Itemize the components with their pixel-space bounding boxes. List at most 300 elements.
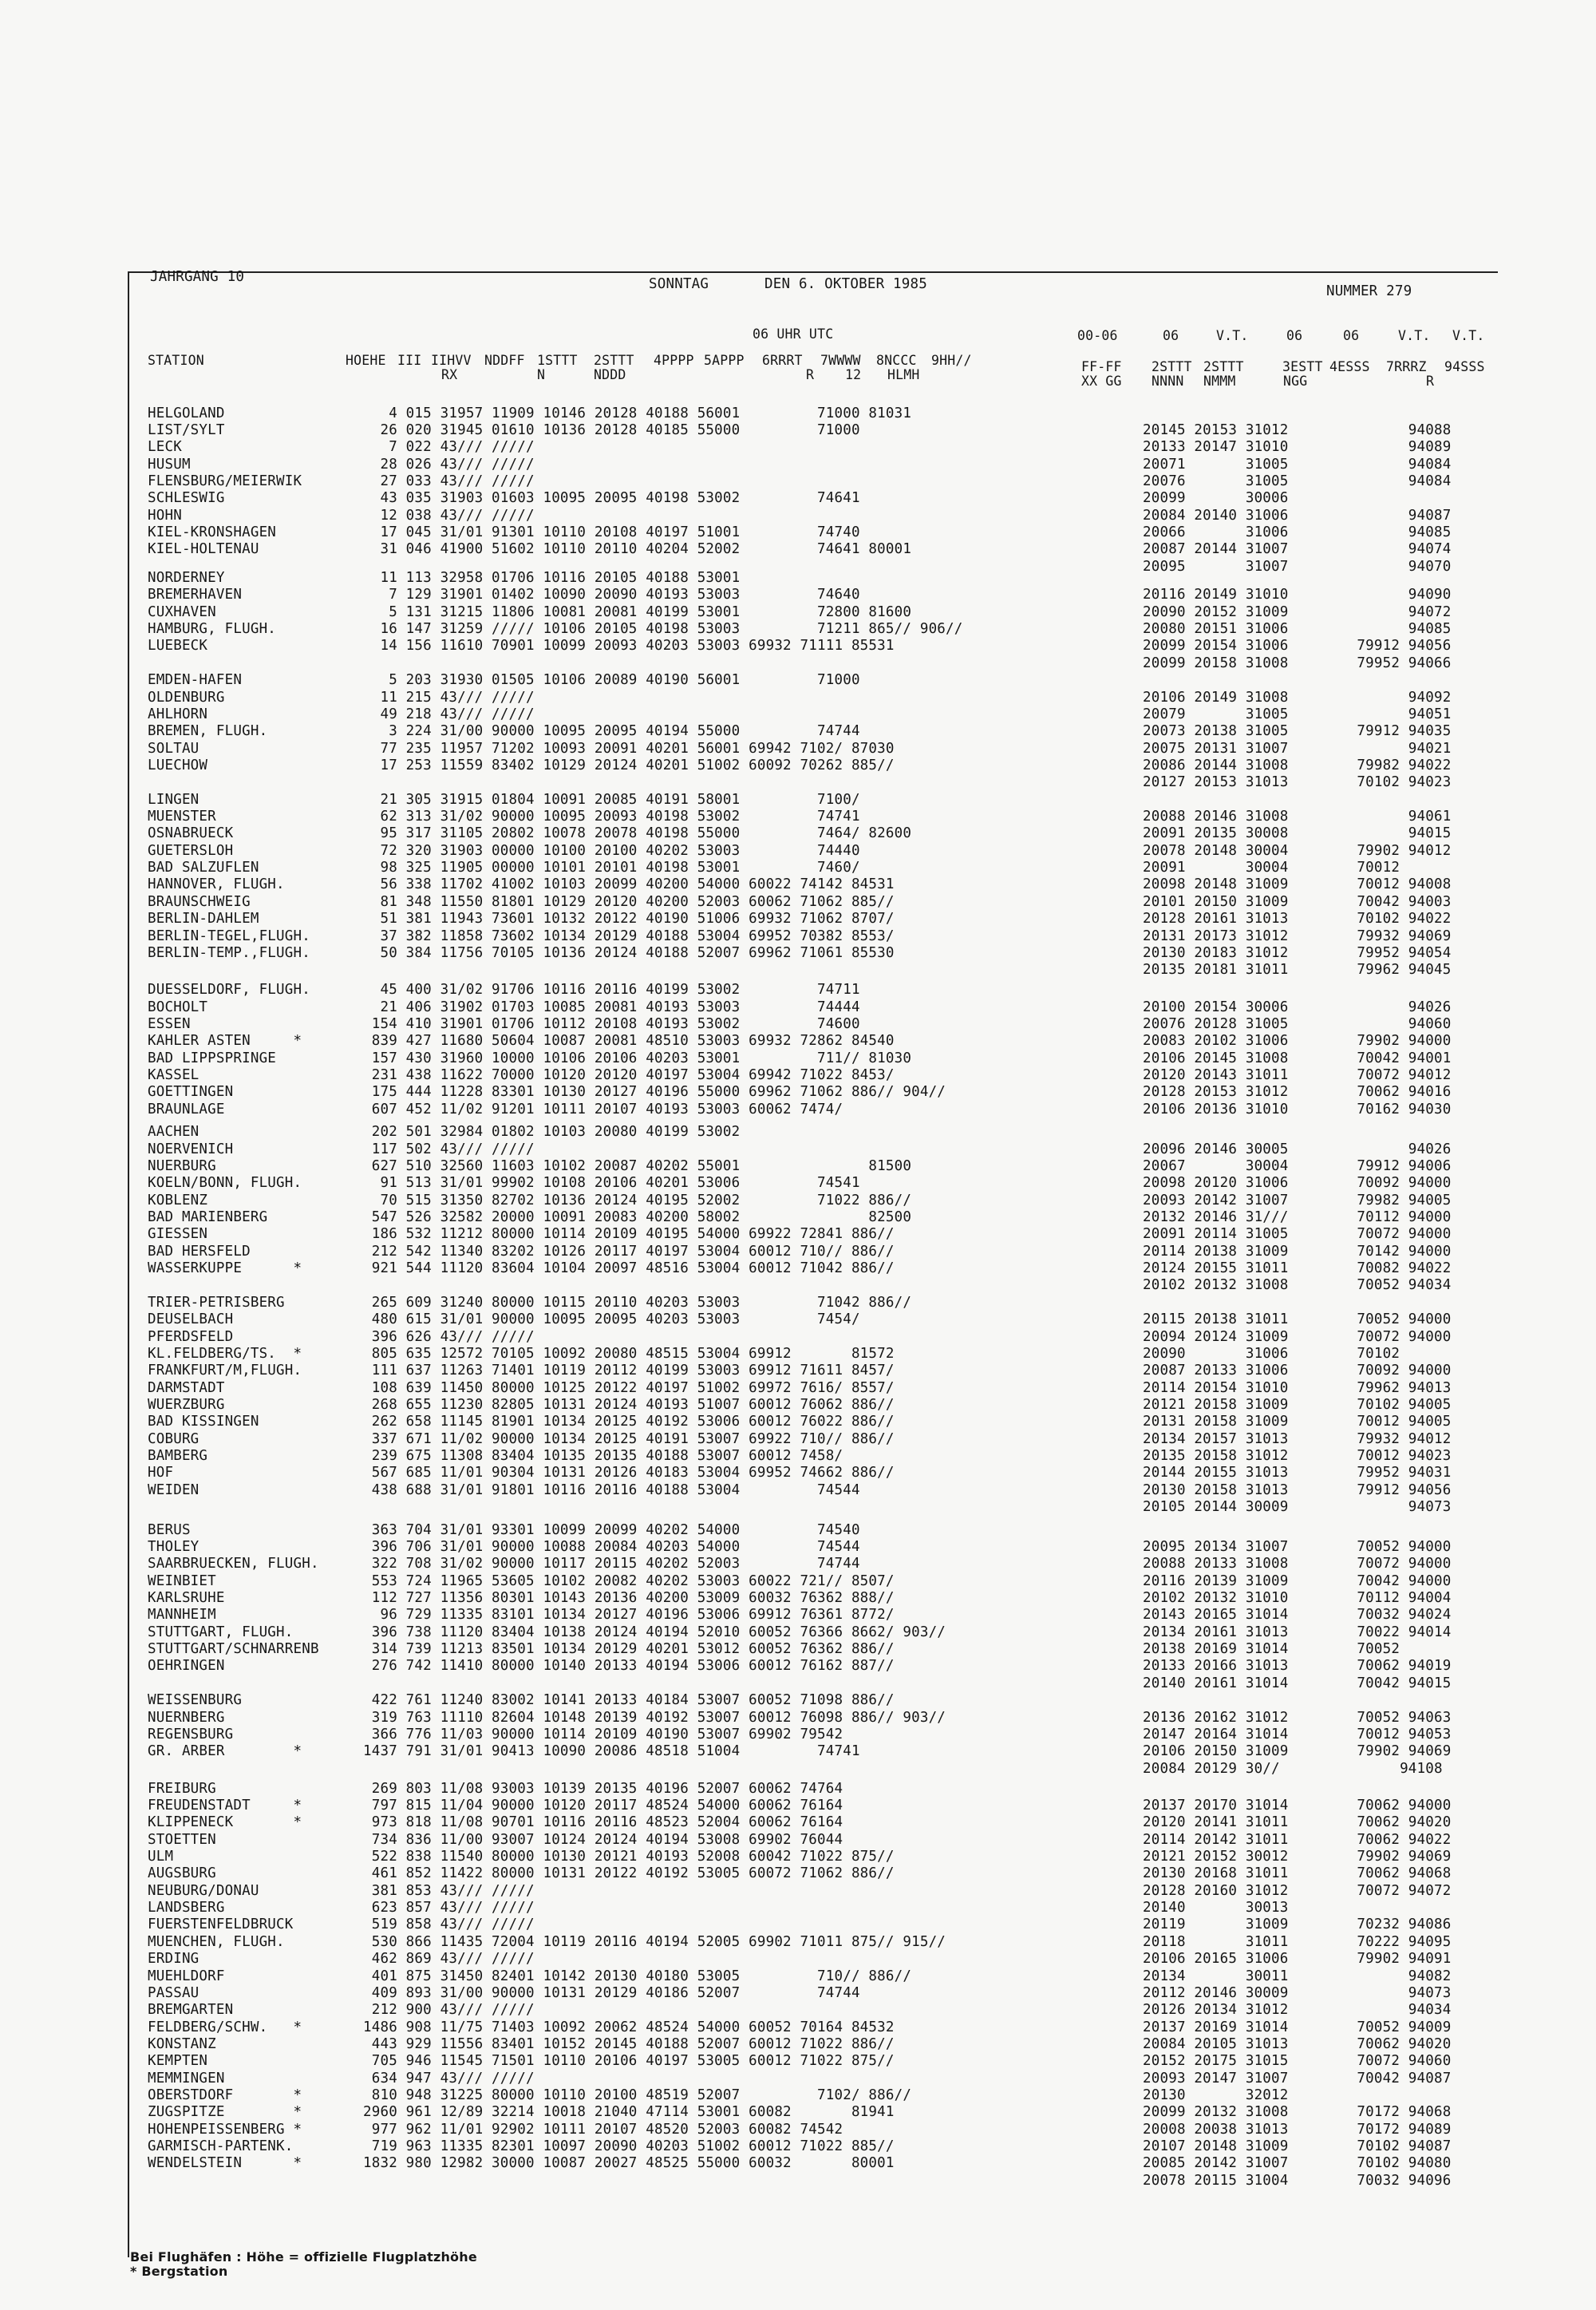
extended-groups: 20078 20115 31004 70032 94096 (1143, 2173, 1452, 2189)
station-name: OSNABRUECK (148, 825, 234, 841)
main-observation-groups: 921 544 11120 83604 10104 20097 48516 53004 60012 71042 886// (363, 1260, 895, 1276)
weekday-label: SONNTAG (649, 276, 709, 292)
col-nddff: NDDFF (484, 353, 525, 368)
group-vt-3: V.T. (1452, 328, 1485, 343)
main-observation-groups: 70 515 31350 82702 10136 20124 40195 52002 71022 886// (363, 1193, 912, 1208)
main-observation-groups: 381 853 43/// ///// (363, 1883, 535, 1899)
station-name: MANNHEIM (148, 1607, 216, 1623)
extended-groups: 20091 20135 30008 94015 (1143, 825, 1452, 841)
extended-groups: 20124 20155 31011 70082 94022 (1143, 1260, 1452, 1276)
station-name: BRAUNLAGE (148, 1102, 225, 1117)
extended-groups: 20130 20183 31012 79952 94054 (1143, 945, 1452, 961)
station-name: WEISSENBURG (148, 1692, 243, 1708)
main-observation-groups: 96 729 11335 83101 10134 20127 40196 53006 69912 76361 8772/ (363, 1607, 895, 1623)
main-observation-groups: 322 708 31/02 90000 10117 20115 40202 52003 74744 (363, 1556, 860, 1572)
main-observation-groups: 21 406 31902 01703 10085 20081 40193 53003 74444 (363, 999, 860, 1015)
col-hoehe: HOEHE (346, 353, 386, 368)
extended-groups: 20152 20175 31015 70072 94060 (1143, 2053, 1452, 2069)
extended-groups: 20086 20144 31008 79982 94022 (1143, 757, 1452, 773)
main-observation-groups: 422 761 11240 83002 10141 20133 40184 53007 60052 71098 886// (363, 1692, 895, 1708)
extended-groups: 20106 20145 31008 70042 94001 (1143, 1050, 1452, 1066)
footnote-mountain-station: * Bergstation (130, 2264, 228, 2279)
station-name: FREIBURG (148, 1781, 216, 1797)
extended-groups: 20090 31006 70102 (1143, 1346, 1400, 1362)
extended-groups: 20143 20165 31014 70032 94024 (1143, 1607, 1452, 1623)
main-observation-groups: 262 658 11145 81901 10134 20125 40192 53006 60012 76022 886// (363, 1414, 895, 1430)
main-observation-groups: 1832 980 12982 30000 10087 20027 48525 55000 60032 80001 (363, 2155, 895, 2171)
station-name: BOCHOLT (148, 999, 208, 1015)
station-name: STUTTGART/SCHNARRENB (148, 1641, 319, 1657)
main-observation-groups: 108 639 11450 80000 10125 20122 40197 51002 69972 7616/ 8557/ (363, 1380, 895, 1396)
main-observation-groups: 51 381 11943 73601 10132 20122 40190 51006 69932 71062 8707/ (363, 911, 895, 927)
main-observation-groups: 27 033 43/// ///// (363, 473, 535, 489)
col-2sttt-c: 2STTT (1203, 359, 1244, 374)
extended-groups: 20073 20138 31005 79912 94035 (1143, 723, 1452, 739)
main-observation-groups: 62 313 31/02 90000 10095 20093 40198 53002 74741 (363, 809, 860, 825)
station-name: FELDBERG/SCHW. * (148, 2019, 302, 2035)
col-5appp: 5APPP (704, 353, 745, 368)
main-observation-groups: 634 947 43/// ///// (363, 2071, 535, 2087)
main-observation-groups: 14 156 11610 70901 10099 20093 40203 53003 69932 71111 85531 (363, 638, 895, 654)
station-name: ERDING (148, 1951, 200, 1967)
extended-groups: 20071 31005 94084 (1143, 457, 1452, 473)
extended-groups: 20102 20132 31010 70112 94004 (1143, 1590, 1452, 1606)
col-iihvv: IIHVV (431, 353, 472, 368)
main-observation-groups: 409 893 31/00 90000 10131 20129 40186 52007 74744 (363, 1985, 860, 2001)
extended-groups: 20138 20169 31014 70052 (1143, 1641, 1400, 1657)
station-name: AUGSBURG (148, 1865, 216, 1881)
extended-groups: 20119 31009 70232 94086 (1143, 1916, 1452, 1932)
station-name: BAD KISSINGEN (148, 1414, 259, 1430)
main-observation-groups: 72 320 31903 00000 10100 20100 40202 53003 74440 (363, 843, 860, 859)
station-name: KIEL-HOLTENAU (148, 541, 259, 557)
extended-groups: 20116 20149 31010 94090 (1143, 587, 1452, 603)
main-observation-groups: 95 317 31105 20802 10078 20078 40198 55000 7464/ 82600 (363, 825, 912, 841)
col-nddd: NDDD (594, 367, 626, 382)
col-1sttt: 1STTT (537, 353, 578, 368)
col-12: 12 (845, 367, 862, 382)
station-name: CUXHAVEN (148, 604, 216, 620)
extended-groups: 20100 20154 30006 94026 (1143, 999, 1452, 1015)
extended-groups: 20096 20146 30005 94026 (1143, 1141, 1452, 1157)
station-name: MUENCHEN, FLUGH. (148, 1934, 285, 1950)
col-xx-gg: XX GG (1081, 374, 1122, 389)
extended-groups: 20099 20154 31006 79912 94056 (1143, 638, 1452, 654)
extended-groups: 20115 20138 31011 70052 94000 (1143, 1311, 1452, 1327)
main-observation-groups: 522 838 11540 80000 10130 20121 40193 52008 60042 71022 875// (363, 1849, 895, 1865)
col-rx: RX (441, 367, 458, 382)
main-observation-groups: 337 671 11/02 90000 10134 20125 40191 53007 69922 710// 886// (363, 1431, 895, 1447)
station-name: SCHLESWIG (148, 490, 225, 506)
station-name: BAD HERSFELD (148, 1244, 251, 1260)
col-2sttt-b: 2STTT (1152, 359, 1192, 374)
col-ff-ff: FF-FF (1081, 359, 1122, 374)
extended-groups: 20093 20142 31007 79982 94005 (1143, 1193, 1452, 1208)
main-observation-groups: 11 215 43/// ///// (363, 690, 535, 706)
main-observation-groups: 438 688 31/01 91801 10116 20116 40188 53004 74544 (363, 1482, 860, 1498)
station-name: NOERVENICH (148, 1141, 234, 1157)
extended-groups: 20098 20148 31009 70012 94008 (1143, 876, 1452, 892)
main-observation-groups: 12 038 43/// ///// (363, 508, 535, 524)
main-observation-groups: 154 410 31901 01706 10112 20108 40193 53002 74600 (363, 1016, 860, 1032)
extended-groups: 20099 20158 31008 79952 94066 (1143, 655, 1452, 671)
main-observation-groups: 805 635 12572 70105 10092 20080 48515 53004 69912 81572 (363, 1346, 895, 1362)
extended-groups: 20078 20148 30004 79902 94012 (1143, 843, 1452, 859)
main-observation-groups: 269 803 11/08 93003 10139 20135 40196 52007 60062 74764 (363, 1781, 843, 1797)
col-2sttt: 2STTT (594, 353, 634, 368)
station-name: REGENSBURG (148, 1727, 234, 1742)
station-name: FUERSTENFELDBRUCK (148, 1916, 294, 1932)
extended-groups: 20130 20168 31011 70062 94068 (1143, 1865, 1452, 1881)
extended-groups: 20107 20148 31009 70102 94087 (1143, 2138, 1452, 2154)
extended-groups: 20079 31005 94051 (1143, 706, 1452, 722)
station-name: ESSEN (148, 1016, 191, 1032)
col-9hh: 9HH// (931, 353, 972, 368)
main-observation-groups: 627 510 32560 11603 10102 20087 40202 55001 81500 (363, 1158, 912, 1174)
main-observation-groups: 17 045 31/01 91301 10110 20108 40197 51001 74740 (363, 524, 860, 540)
main-observation-groups: 21 305 31915 01804 10091 20085 40191 58001 7100/ (363, 792, 860, 808)
group-vt-2: V.T. (1398, 328, 1431, 343)
station-name: PFERDSFELD (148, 1329, 234, 1345)
extended-groups: 20106 20136 31010 70162 94030 (1143, 1102, 1452, 1117)
volume-label: JAHRGANG 10 (150, 269, 245, 285)
extended-groups: 20145 20153 31012 94088 (1143, 422, 1452, 438)
col-7rrrz: 7RRRZ (1386, 359, 1427, 374)
station-name: BAD MARIENBERG (148, 1209, 268, 1225)
main-observation-groups: 443 929 11556 83401 10152 20145 40188 52007 60012 71022 886// (363, 2036, 895, 2052)
main-observation-groups: 396 738 11120 83404 10138 20124 40194 52010 60052 76366 8662/ 903// (363, 1624, 946, 1640)
main-observation-groups: 797 815 11/04 90000 10120 20117 48524 54000 60062 76164 (363, 1798, 843, 1814)
issue-number: NUMMER 279 (1326, 283, 1412, 299)
extended-groups: 20106 20150 31009 79902 94069 (1143, 1743, 1452, 1759)
extended-groups: 20091 20114 31005 70072 94000 (1143, 1226, 1452, 1242)
station-name: MEMMINGEN (148, 2071, 225, 2087)
col-4esss: 4ESSS (1329, 359, 1370, 374)
extended-groups: 20120 20143 31011 70072 94012 (1143, 1067, 1452, 1083)
extended-groups: 20116 20139 31009 70042 94000 (1143, 1573, 1452, 1589)
extended-groups: 20088 20146 31008 94061 (1143, 809, 1452, 825)
group-06-a: 06 (1163, 328, 1179, 343)
extended-groups: 20128 20153 31012 70062 94016 (1143, 1084, 1452, 1100)
extended-groups: 20133 20166 31013 70062 94019 (1143, 1658, 1452, 1674)
station-name: SAARBRUECKEN, FLUGH. (148, 1556, 319, 1572)
station-name: BERLIN-DAHLEM (148, 911, 259, 927)
extended-groups: 20121 20158 31009 70102 94005 (1143, 1397, 1452, 1413)
group-vt-1: V.T. (1216, 328, 1249, 343)
main-observation-groups: 319 763 11110 82604 10148 20139 40192 53007 60012 76098 886// 903// (363, 1710, 946, 1726)
extended-groups: 20085 20142 31007 70102 94080 (1143, 2155, 1452, 2171)
main-observation-groups: 112 727 11356 80301 10143 20136 40200 53009 60032 76362 888// (363, 1590, 895, 1606)
station-name: HOF (148, 1465, 174, 1481)
station-name: FREUDENSTADT * (148, 1798, 302, 1814)
extended-groups: 20133 20147 31010 94089 (1143, 439, 1452, 455)
main-observation-groups: 17 253 11559 83402 10129 20124 40201 51002 60092 70262 885// (363, 757, 895, 773)
station-name: NUERBURG (148, 1158, 216, 1174)
extended-groups: 20102 20132 31008 70052 94034 (1143, 1277, 1452, 1293)
extended-groups: 20066 31006 94085 (1143, 524, 1452, 540)
station-name: KARLSRUHE (148, 1590, 225, 1606)
main-observation-groups: 49 218 43/// ///// (363, 706, 535, 722)
extended-groups: 20088 20133 31008 70072 94000 (1143, 1556, 1452, 1572)
extended-groups: 20095 31007 94070 (1143, 559, 1452, 575)
extended-groups: 20084 20129 30// 94108 (1143, 1761, 1443, 1777)
station-name: GR. ARBER * (148, 1743, 302, 1759)
station-name: BREMGARTEN (148, 2002, 234, 2018)
main-observation-groups: 45 400 31/02 91706 10116 20116 40199 53002 74711 (363, 982, 860, 998)
extended-groups: 20008 20038 31013 70172 94089 (1143, 2122, 1452, 2138)
main-observation-groups: 98 325 11905 00000 10101 20101 40198 53001 7460/ (363, 860, 860, 876)
extended-groups: 20118 31011 70222 94095 (1143, 1934, 1452, 1950)
station-name: HOHENPEISSENBERG * (148, 2122, 302, 2138)
extended-groups: 20112 20146 30009 94073 (1143, 1985, 1452, 2001)
station-name: SOLTAU (148, 741, 200, 757)
main-observation-groups: 401 875 31450 82401 10142 20130 40180 53005 710// 886// (363, 1968, 912, 1984)
main-observation-groups: 186 532 11212 80000 10114 20109 40195 54000 69922 72841 886// (363, 1226, 895, 1242)
main-observation-groups: 175 444 11228 83301 10130 20127 40196 55000 69962 71062 886// 904// (363, 1084, 946, 1100)
extended-groups: 20128 20161 31013 70102 94022 (1143, 911, 1452, 927)
station-name: STUTTGART, FLUGH. (148, 1624, 294, 1640)
main-observation-groups: 973 818 11/08 90701 10116 20116 48523 52004 60062 76164 (363, 1814, 843, 1830)
main-observation-groups: 519 858 43/// ///// (363, 1916, 535, 1932)
main-observation-groups: 1486 908 11/75 71403 10092 20062 48524 54000 60052 70164 84532 (363, 2019, 895, 2035)
col-7wwww: 7WWWW (820, 353, 861, 368)
extended-groups: 20131 20158 31009 70012 94005 (1143, 1414, 1452, 1430)
station-name: AHLHORN (148, 706, 208, 722)
station-name: DEUSELBACH (148, 1311, 234, 1327)
station-name: BAD LIPPSPRINGE (148, 1050, 277, 1066)
extended-groups: 20099 30006 (1143, 490, 1289, 506)
extended-groups: 20106 20149 31008 94092 (1143, 690, 1452, 706)
main-observation-groups: 396 626 43/// ///// (363, 1329, 535, 1345)
col-r: R (806, 367, 815, 382)
footnote-airports: Bei Flughäfen : Höhe = offizielle Flugplatzhöhe (130, 2249, 477, 2265)
main-observation-groups: 366 776 11/03 90000 10114 20109 40190 53007 69902 79542 (363, 1727, 843, 1742)
station-name: LECK (148, 439, 182, 455)
main-observation-groups: 2960 961 12/89 32214 10018 21040 47114 53001 60082 81941 (363, 2104, 895, 2120)
main-observation-groups: 268 655 11230 82805 10131 20124 40193 51007 60012 76062 886// (363, 1397, 895, 1413)
station-name: DUESSELDORF, FLUGH. (148, 982, 310, 998)
main-observation-groups: 5 203 31930 01505 10106 20089 40190 56001 71000 (363, 672, 860, 688)
extended-groups: 20098 20120 31006 70092 94000 (1143, 1175, 1452, 1191)
col-ngg: NGG (1283, 374, 1308, 389)
extended-groups: 20093 20147 31007 70042 94087 (1143, 2071, 1452, 2087)
station-heading: STATION (148, 353, 204, 368)
col-r-b: R (1426, 374, 1435, 389)
group-06-b: 06 (1286, 328, 1303, 343)
main-observation-groups: 231 438 11622 70000 10120 20120 40197 53004 69942 71022 8453/ (363, 1067, 895, 1083)
station-name: EMDEN-HAFEN (148, 672, 243, 688)
extended-groups: 20134 20161 31013 70022 94014 (1143, 1624, 1452, 1640)
main-observation-groups: 839 427 11680 50604 10087 20081 48510 53003 69932 72862 84540 (363, 1033, 895, 1049)
main-observation-groups: 567 685 11/01 90304 10131 20126 40183 53004 69952 74662 886// (363, 1465, 895, 1481)
col-8nccc: 8NCCC (876, 353, 917, 368)
station-name: HOHN (148, 508, 182, 524)
station-name: KAHLER ASTEN * (148, 1033, 302, 1049)
extended-groups: 20147 20164 31014 70012 94053 (1143, 1727, 1452, 1742)
main-observation-groups: 11 113 32958 01706 10116 20105 40188 53001 (363, 570, 741, 586)
station-name: WASSERKUPPE * (148, 1260, 302, 1276)
station-name: BAMBERG (148, 1448, 208, 1464)
main-observation-groups: 461 852 11422 80000 10131 20122 40192 53005 60072 71062 886// (363, 1865, 895, 1881)
observation-time-heading: 06 UHR UTC (753, 326, 834, 342)
extended-groups: 20083 20102 31006 79902 94000 (1143, 1033, 1452, 1049)
station-name: MUENSTER (148, 809, 216, 825)
col-iii: III (397, 353, 422, 368)
station-name: BERUS (148, 1522, 191, 1538)
station-name: LIST/SYLT (148, 422, 225, 438)
station-name: HELGOLAND (148, 405, 225, 421)
main-observation-groups: 5 131 31215 11806 10081 20081 40199 53001 72800 81600 (363, 604, 912, 620)
extended-groups: 20087 20144 31007 94074 (1143, 541, 1452, 557)
extended-groups: 20094 20124 31009 70072 94000 (1143, 1329, 1452, 1345)
station-name: BREMERHAVEN (148, 587, 243, 603)
station-name: ULM (148, 1849, 174, 1865)
extended-groups: 20084 20105 31013 70062 94020 (1143, 2036, 1452, 2052)
main-observation-groups: 7 129 31901 01402 10090 20090 40193 53003 74640 (363, 587, 860, 603)
station-name: BERLIN-TEMP.,FLUGH. (148, 945, 310, 961)
extended-groups: 20134 30011 94082 (1143, 1968, 1452, 1984)
station-name: TRIER-PETRISBERG (148, 1295, 285, 1311)
station-name: FRANKFURT/M,FLUGH. (148, 1363, 302, 1378)
extended-groups: 20114 20138 31009 70142 94000 (1143, 1244, 1452, 1260)
main-observation-groups: 117 502 43/// ///// (363, 1141, 535, 1157)
extended-groups: 20105 20144 30009 94073 (1143, 1499, 1452, 1515)
station-name: GOETTINGEN (148, 1084, 234, 1100)
main-observation-groups: 623 857 43/// ///// (363, 1900, 535, 1916)
extended-groups: 20121 20152 30012 79902 94069 (1143, 1849, 1452, 1865)
main-observation-groups: 56 338 11702 41002 10103 20099 40200 54000 60022 74142 84531 (363, 876, 895, 892)
col-3estt: 3ESTT (1282, 359, 1323, 374)
station-name: KASSEL (148, 1067, 200, 1083)
col-hlmh: HLMH (887, 367, 920, 382)
col-6rrrt: 6RRRT (762, 353, 803, 368)
extended-groups: 20067 30004 79912 94006 (1143, 1158, 1452, 1174)
station-name: AACHEN (148, 1124, 200, 1140)
col-nnnn: NNNN (1152, 374, 1184, 389)
extended-groups: 20134 20157 31013 79932 94012 (1143, 1431, 1452, 1447)
station-name: WENDELSTEIN * (148, 2155, 302, 2171)
main-observation-groups: 50 384 11756 70105 10136 20124 40188 52007 69962 71061 85530 (363, 945, 895, 961)
main-observation-groups: 3 224 31/00 90000 10095 20095 40194 55000 74744 (363, 723, 860, 739)
station-name: GIESSEN (148, 1226, 208, 1242)
station-name: LUECHOW (148, 757, 208, 773)
extended-groups: 20075 20131 31007 94021 (1143, 741, 1452, 757)
station-name: KL.FELDBERG/TS. * (148, 1346, 302, 1362)
extended-groups: 20130 20158 31013 79912 94056 (1143, 1482, 1452, 1498)
main-observation-groups: 212 542 11340 83202 10126 20117 40197 53004 60012 710// 886// (363, 1244, 895, 1260)
station-name: NEUBURG/DONAU (148, 1883, 259, 1899)
station-name: MUEHLDORF (148, 1968, 225, 1984)
station-name: FLENSBURG/MEIERWIK (148, 473, 302, 489)
extended-groups: 20127 20153 31013 70102 94023 (1143, 774, 1452, 790)
main-observation-groups: 734 836 11/00 93007 10124 20124 40194 53008 69902 76044 (363, 1832, 843, 1848)
station-name: BRAUNSCHWEIG (148, 894, 251, 910)
main-observation-groups: 276 742 11410 80000 10140 20133 40194 53006 60012 76162 887// (363, 1658, 895, 1674)
main-observation-groups: 43 035 31903 01603 10095 20095 40198 53002 74641 (363, 490, 860, 506)
main-observation-groups: 530 866 11435 72004 10119 20116 40194 52005 69902 71011 875// 915// (363, 1934, 946, 1950)
main-observation-groups: 77 235 11957 71202 10093 20091 40201 56001 69942 7102/ 87030 (363, 741, 895, 757)
extended-groups: 20076 20128 31005 94060 (1143, 1016, 1452, 1032)
extended-groups: 20090 20152 31009 94072 (1143, 604, 1452, 620)
station-name: OEHRINGEN (148, 1658, 225, 1674)
station-name: COBURG (148, 1431, 200, 1447)
main-observation-groups: 37 382 11858 73602 10134 20129 40188 53004 69952 70382 8553/ (363, 928, 895, 944)
extended-groups: 20076 31005 94084 (1143, 473, 1452, 489)
main-observation-groups: 607 452 11/02 91201 10111 20107 40193 53003 60062 7474/ (363, 1102, 843, 1117)
station-name: WEIDEN (148, 1482, 200, 1498)
main-observation-groups: 462 869 43/// ///// (363, 1951, 535, 1967)
date-label: DEN 6. OKTOBER 1985 (764, 276, 927, 292)
station-name: DARMSTADT (148, 1380, 225, 1396)
main-observation-groups: 81 348 11550 81801 10129 20120 40200 52003 60062 71062 885// (363, 894, 895, 910)
station-name: GARMISCH-PARTENK. (148, 2138, 294, 2154)
station-name: KOELN/BONN, FLUGH. (148, 1175, 302, 1191)
station-name: LUEBECK (148, 638, 208, 654)
station-name: HANNOVER, FLUGH. (148, 876, 285, 892)
main-observation-groups: 265 609 31240 80000 10115 20110 40203 53003 71042 886// (363, 1295, 912, 1311)
main-observation-groups: 111 637 11263 71401 10119 20112 40199 53003 69912 71611 8457/ (363, 1363, 895, 1378)
extended-groups: 20131 20173 31012 79932 94069 (1143, 928, 1452, 944)
station-name: KOBLENZ (148, 1193, 208, 1208)
main-observation-groups: 91 513 31/01 99902 10108 20106 40201 53006 74541 (363, 1175, 860, 1191)
extended-groups: 20084 20140 31006 94087 (1143, 508, 1452, 524)
station-name: NORDERNEY (148, 570, 225, 586)
group-06-c: 06 (1343, 328, 1360, 343)
station-name: ZUGSPITZE * (148, 2104, 302, 2120)
extended-groups: 20137 20169 31014 70052 94009 (1143, 2019, 1452, 2035)
main-observation-groups: 810 948 31225 80000 10110 20100 48519 52007 7102/ 886// (363, 2087, 912, 2103)
extended-groups: 20140 20161 31014 70042 94015 (1143, 1675, 1452, 1691)
main-observation-groups: 480 615 31/01 90000 10095 20095 40203 53003 7454/ (363, 1311, 860, 1327)
station-name: KONSTANZ (148, 2036, 216, 2052)
station-name: STOETTEN (148, 1832, 216, 1848)
station-name: WEINBIET (148, 1573, 216, 1589)
extended-groups: 20101 20150 31009 70042 94003 (1143, 894, 1452, 910)
main-observation-groups: 28 026 43/// ///// (363, 457, 535, 473)
main-observation-groups: 705 946 11545 71501 10110 20106 40197 53005 60012 71022 875// (363, 2053, 895, 2069)
extended-groups: 20091 30004 70012 (1143, 860, 1400, 876)
extended-groups: 20132 20146 31/// 70112 94000 (1143, 1209, 1452, 1225)
station-name: OLDENBURG (148, 690, 225, 706)
station-name: KLIPPENECK * (148, 1814, 302, 1830)
station-name: BAD SALZUFLEN (148, 860, 259, 876)
main-observation-groups: 7 022 43/// ///// (363, 439, 535, 455)
main-observation-groups: 314 739 11213 83501 10134 20129 40201 53012 60052 76362 886// (363, 1641, 895, 1657)
extended-groups: 20114 20154 31010 79962 94013 (1143, 1380, 1452, 1396)
extended-groups: 20135 20158 31012 70012 94023 (1143, 1448, 1452, 1464)
main-observation-groups: 31 046 41900 51602 10110 20110 40204 52002 74641 80001 (363, 541, 912, 557)
main-observation-groups: 396 706 31/01 90000 10088 20084 40203 54000 74544 (363, 1539, 860, 1555)
station-name: KIEL-KRONSHAGEN (148, 524, 277, 540)
extended-groups: 20128 20160 31012 70072 94072 (1143, 1883, 1452, 1899)
station-name: LINGEN (148, 792, 200, 808)
col-n: N (537, 367, 546, 382)
main-observation-groups: 547 526 32582 20000 10091 20083 40200 58002 82500 (363, 1209, 912, 1225)
station-name: THOLEY (148, 1539, 200, 1555)
col-nmmm: NMMM (1203, 374, 1236, 389)
extended-groups: 20140 30013 (1143, 1900, 1289, 1916)
station-name: BERLIN-TEGEL,FLUGH. (148, 928, 310, 944)
station-name: OBERSTDORF * (148, 2087, 302, 2103)
station-name: HAMBURG, FLUGH. (148, 621, 277, 637)
extended-groups: 20106 20165 31006 79902 94091 (1143, 1951, 1452, 1967)
extended-groups: 20144 20155 31013 79952 94031 (1143, 1465, 1452, 1481)
station-name: KEMPTEN (148, 2053, 208, 2069)
station-name: BREMEN, FLUGH. (148, 723, 268, 739)
main-observation-groups: 4 015 31957 11909 10146 20128 40188 56001 71000 81031 (363, 405, 912, 421)
station-name: LANDSBERG (148, 1900, 225, 1916)
main-observation-groups: 719 963 11335 82301 10097 20090 40203 51002 60012 71022 885// (363, 2138, 895, 2154)
